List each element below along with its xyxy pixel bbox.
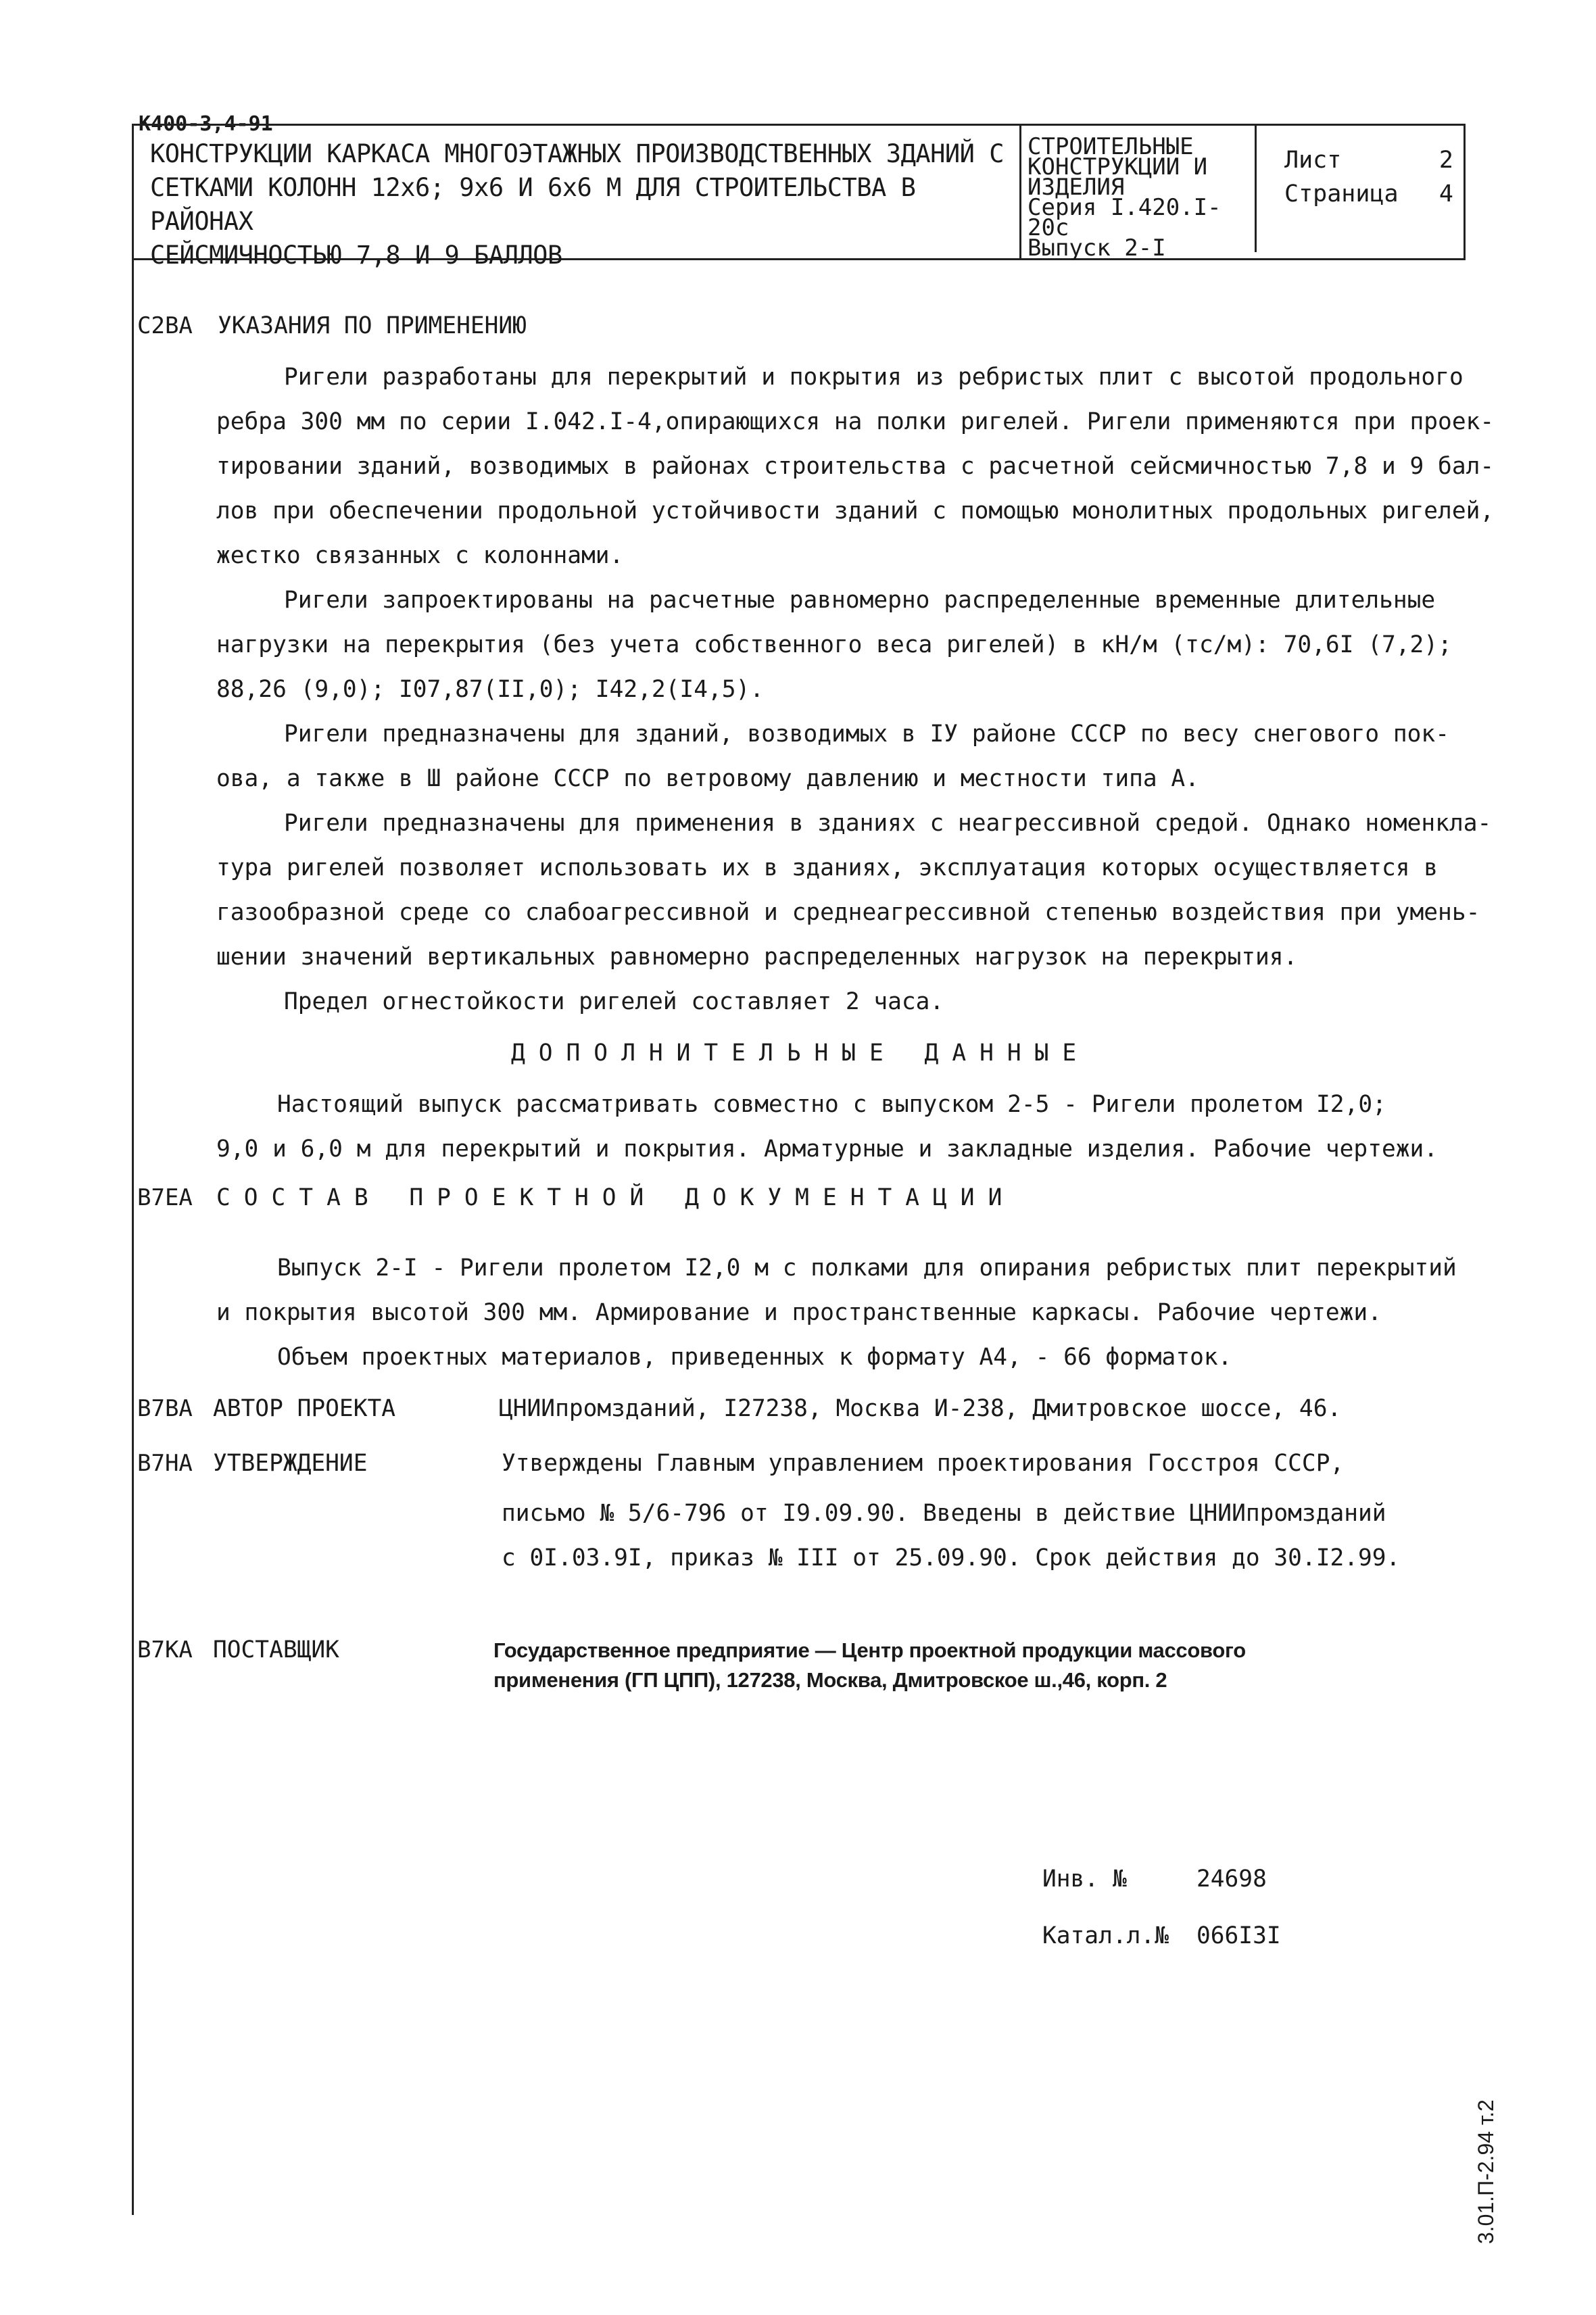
document-code: К400-3,4-91 — [139, 112, 273, 136]
body-line: лов при обеспечении продольной устойчивости зданий с помощью монолитных продольных ригелей, — [216, 497, 1495, 525]
approval-line: с 0I.03.9I, приказ № III от 25.09.90. Срок действия до 30.I2.99. — [502, 1544, 1401, 1571]
header-sheet-info — [1284, 143, 1453, 211]
body-line: 88,26 (9,0); I07,87(II,0); I42,2(I4,5). — [216, 676, 765, 703]
catalog-value: 066I3I — [1196, 1922, 1281, 1949]
body-line: шении значений вертикальных равномерно распределенных нагрузок на перекрытия. — [216, 944, 1298, 971]
body-line: Ригели запроектированы на расчетные равномерно распределенные временные длительные — [284, 587, 1436, 614]
sheet-label: Лист — [1284, 147, 1342, 174]
body-line: нагрузки на перекрытия (без учета собственного веса ригелей) в кН/м (тс/м): 70,6I (7,2); — [216, 631, 1452, 658]
header-series-line: Серия I.420.I-20с — [1027, 194, 1222, 241]
section-code: В7НА — [137, 1450, 193, 1477]
body-line: тура ригелей позволяет использовать их в зданиях, эксплуатация которых осуществляется в — [216, 854, 1438, 881]
section-code: В7ЕА — [137, 1184, 193, 1211]
header-divider — [1255, 124, 1257, 252]
header-title-line: СЕТКАМИ КОЛОНН 12х6; 9х6 И 6х6 М ДЛЯ СТРОИТЕЛЬСТВА В РАЙОНАХ — [150, 173, 916, 236]
author-label: АВТОР ПРОЕКТА — [213, 1395, 396, 1422]
section-heading: СОСТАВ ПРОЕКТНОЙ ДОКУМЕНТАЦИИ — [216, 1184, 1016, 1211]
body-line: газообразной среде со слабоагрессивной и среднеагрессивной степенью воздействия при умень- — [216, 899, 1480, 926]
page-frame — [132, 124, 1468, 2215]
body-line: тировании зданий, возводимых в районах строительства с расчетной сейсмичностью 7,8 и 9 бал- — [216, 453, 1495, 480]
body-line: 9,0 и 6,0 м для перекрытий и покрытия. Арматурные и закладные изделия. Рабочие чертежи. — [216, 1136, 1438, 1163]
section-code: В7ВА — [137, 1395, 193, 1422]
supplier-line: Государственное предприятие — Центр проектной продукции массового — [493, 1638, 1246, 1662]
section-heading: ДОПОЛНИТЕЛЬНЫЕ ДАННЫЕ — [511, 1040, 1090, 1067]
header-divider — [1019, 124, 1021, 260]
author-value: ЦНИИпромзданий, I27238, Москва И-238, Дмитровское шоссе, 46. — [499, 1395, 1342, 1422]
section-code: С2ВА — [137, 312, 193, 339]
body-line: и покрытия высотой 300 мм. Армирование и пространственные каркасы. Рабочие чертежи. — [216, 1299, 1382, 1326]
header-title-line: СЕЙСМИЧНОСТЬЮ 7,8 И 9 БАЛЛОВ — [150, 241, 562, 270]
body-line: Выпуск 2-I - Ригели пролетом I2,0 м с полками для опирания ребристых плит перекрытий — [277, 1254, 1457, 1282]
approval-line: письмо № 5/6-796 от I9.09.90. Введены в действие ЦНИИпромзданий — [502, 1500, 1386, 1527]
approval-label: УТВЕРЖДЕНИЕ — [213, 1450, 368, 1477]
section-code: В7КА — [137, 1636, 193, 1663]
header-title — [150, 137, 1009, 272]
header-series-line: КОНСТРУКЦИИ И — [1027, 153, 1208, 180]
body-line: Настоящий выпуск рассматривать совместно с выпуском 2-5 - Ригели пролетом I2,0; — [277, 1091, 1386, 1118]
header-series — [1027, 133, 1254, 262]
body-line: ова, а также в Ш районе СССР по ветровому давлению и местности типа А. — [216, 765, 1199, 792]
page-value: 4 — [1438, 180, 1453, 208]
inventory-value: 24698 — [1196, 1866, 1267, 1893]
body-line: ребра 300 мм по серии I.042.I-4,опирающихся на полки ригелей. Ригели применяются при проек- — [216, 408, 1495, 435]
page-label: Страница — [1284, 180, 1399, 208]
header-series-line: ИЗДЕЛИЯ — [1027, 174, 1125, 201]
header-title-line: КОНСТРУКЦИИ КАРКАСА МНОГОЭТАЖНЫХ ПРОИЗВОДСТВЕННЫХ ЗДАНИЙ С — [150, 139, 1005, 168]
header-series-line: СТРОИТЕЛЬНЫЕ — [1027, 133, 1194, 160]
header-issue: Выпуск 2-I — [1027, 235, 1166, 262]
body-line: Объем проектных материалов, приведенных к формату А4, - 66 форматок. — [277, 1344, 1232, 1371]
section-heading: УКАЗАНИЯ ПО ПРИМЕНЕНИЮ — [218, 312, 527, 339]
body-line: Ригели предназначены для применения в зданиях с неагрессивной средой. Однако номенкла- — [284, 810, 1492, 837]
body-line: Ригели предназначены для зданий, возводимых в IУ районе СССР по весу снегового пок- — [284, 721, 1449, 748]
body-line: Ригели разработаны для перекрытий и покрытия из ребристых плит с высотой продольного — [284, 364, 1464, 391]
sheet-value: 2 — [1438, 147, 1453, 174]
side-stamp: 3.01.П-2.94 т.2 — [1474, 2099, 1498, 2244]
supplier-line: применения (ГП ЦПП), 127238, Москва, Дмитровское ш.,46, корп. 2 — [493, 1668, 1167, 1692]
body-line: жестко связанных с колоннами. — [216, 542, 624, 569]
body-line: Предел огнестойкости ригелей составляет 2 часа. — [284, 988, 944, 1015]
catalog-label: Катал.л.№ — [1042, 1922, 1169, 1949]
inventory-label: Инв. № — [1042, 1866, 1127, 1893]
supplier-label: ПОСТАВЩИК — [213, 1636, 339, 1663]
approval-line: Утверждены Главным управлением проектирования Госстроя СССР, — [502, 1450, 1345, 1477]
